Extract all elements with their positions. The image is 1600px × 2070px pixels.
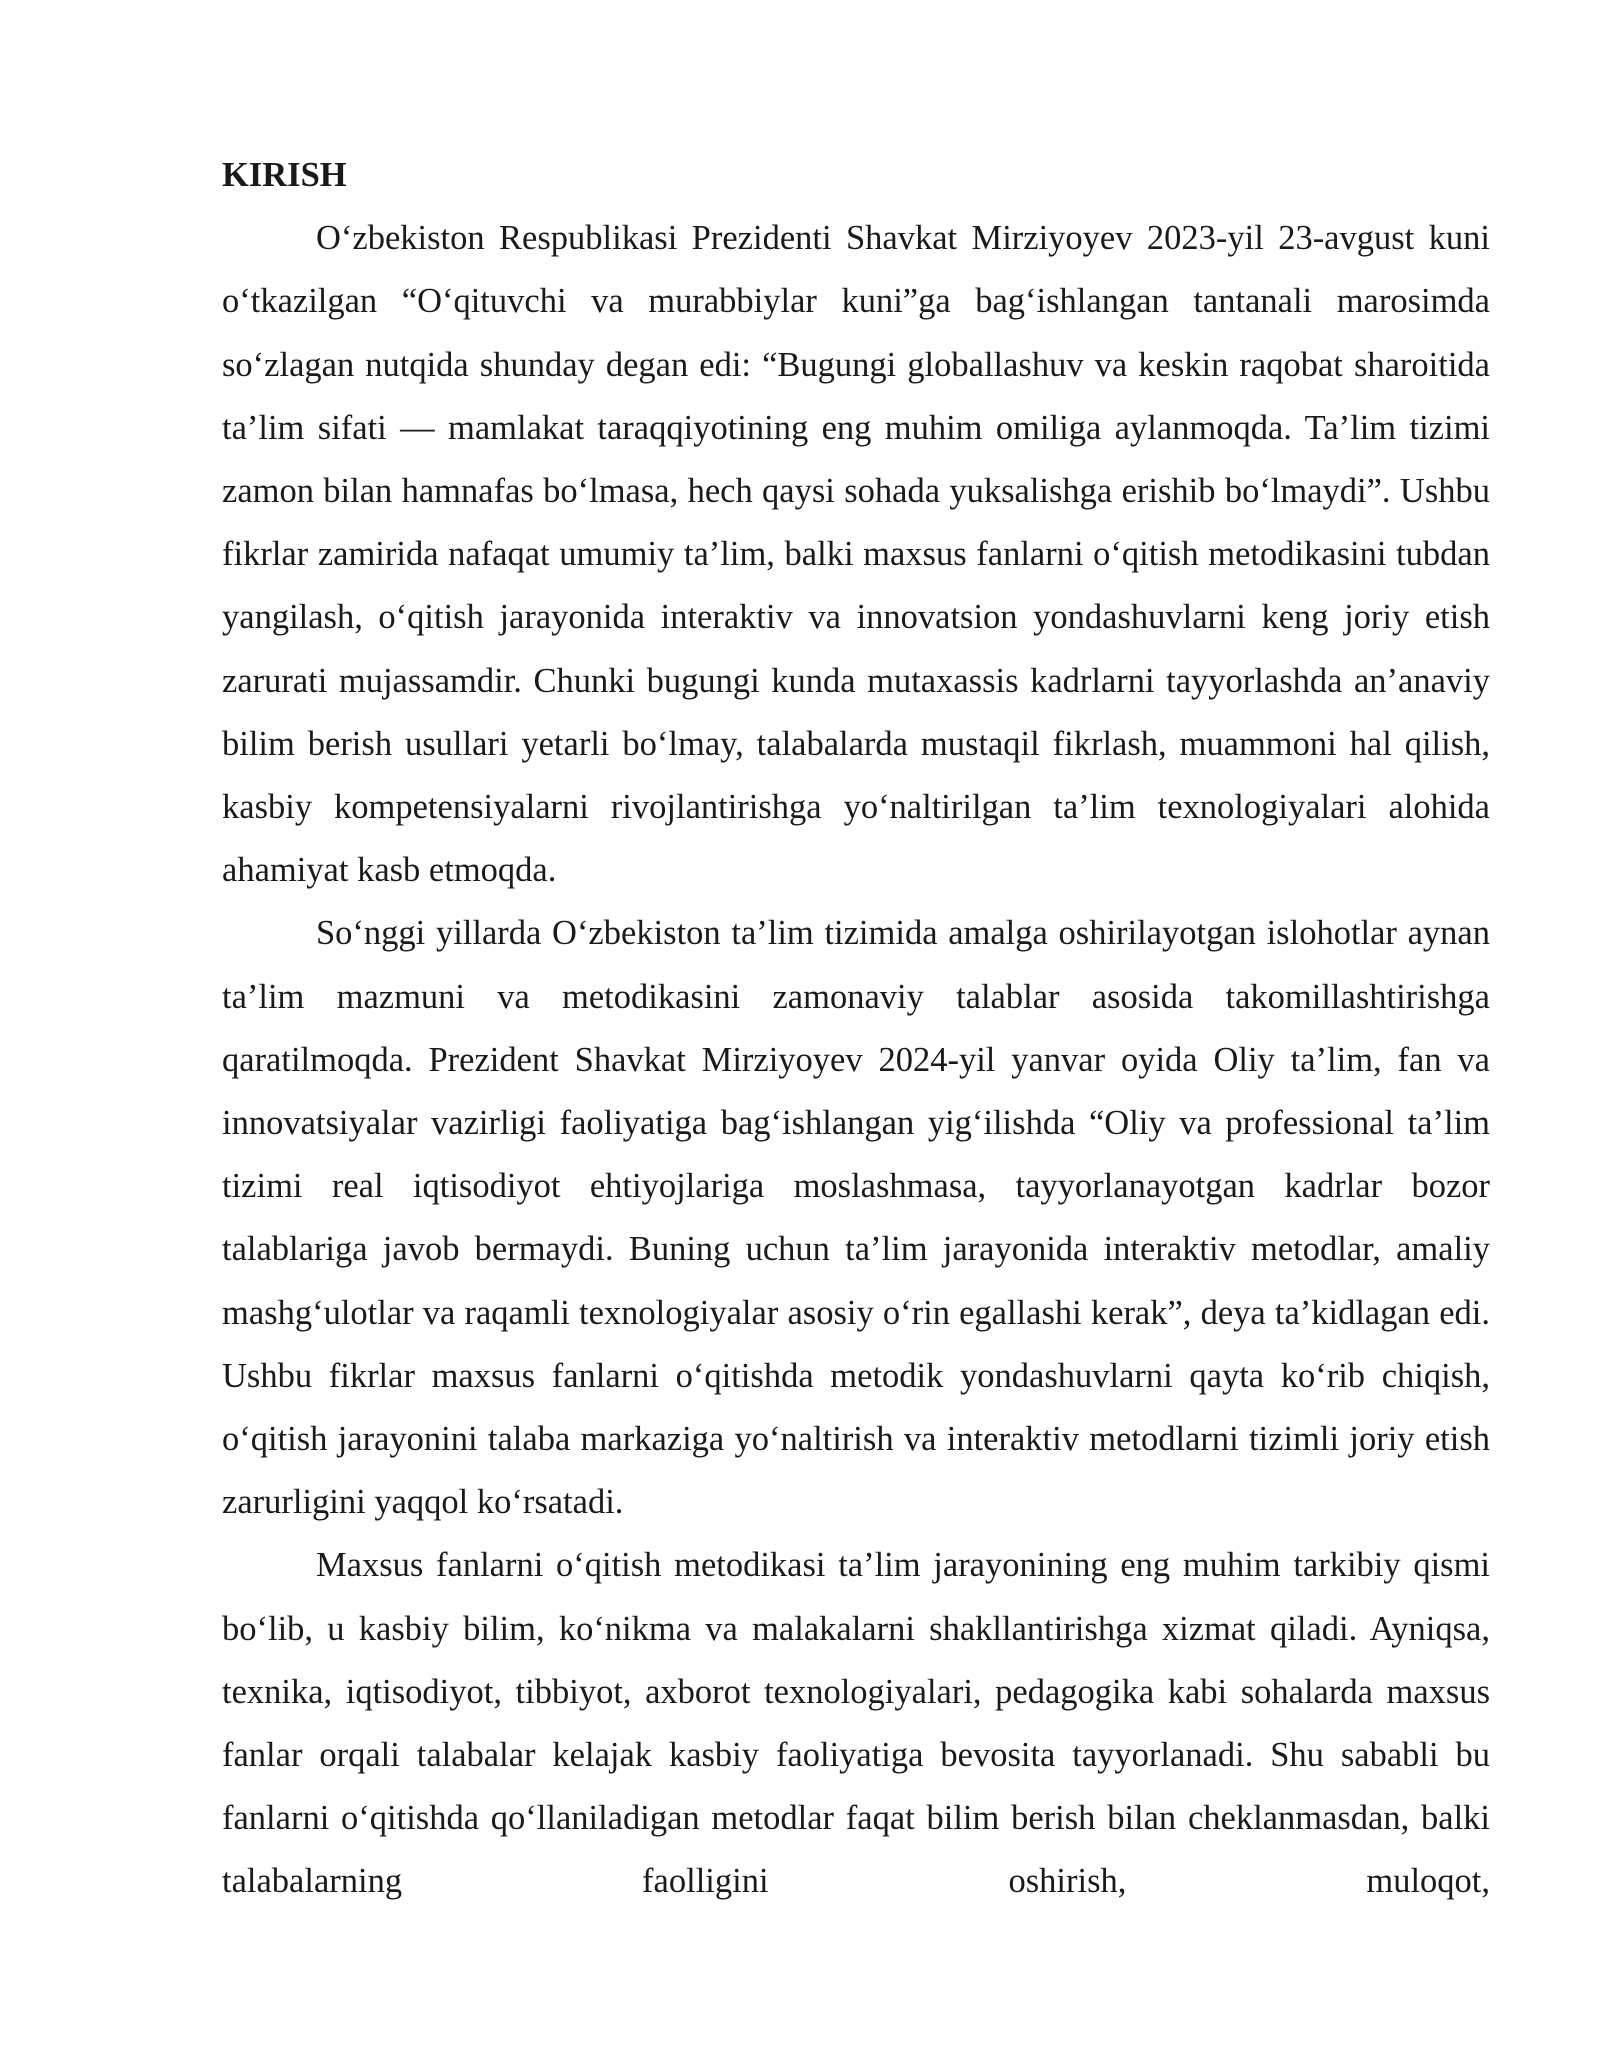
paragraph-3: Maxsus fanlarni o‘qitish metodikasi ta’lim jarayonining eng muhim tarkibiy qismi bo‘lib, u kasbiy bilim, ko‘nikma va malakalarni shakllantirishga xizmat qiladi. Ayniqsa, texnika, iqtisodiyot, tibbiyot, axborot texnologiyalari, pedagogika kabi sohalarda maxsus fanlar orqali talabalar kelajak kasbiy faoliyatiga bevosita tayyorlanadi. Shu sababli bu fanlarni o‘qitishda qo‘llaniladigan metodlar faqat bilim berish bilan cheklanmasdan, balki talabalarning faolligini oshirish, muloqot, <box>222 1546 1490 1901</box>
document-body <box>222 144 1490 1914</box>
section-heading: KIRISH <box>222 156 347 194</box>
paragraph-1: O‘zbekiston Respublikasi Prezidenti Shavkat Mirziyoyev 2023-yil 23-avgust kuni o‘tkazilgan “O‘qituvchi va murabbiylar kuni”ga bag‘ishlangan tantanali marosimda so‘zlagan nutqida shunday degan edi: “Bugungi globallashuv va keskin raqobat sharoitida ta’lim sifati — mamlakat taraqqiyotining eng muhim omiliga aylanmoqda. Ta’lim tizimi zamon bilan hamnafas bo‘lmasa, hech qaysi sohada yuksalishga erishib bo‘lmaydi”. Ushbu fikrlar zamirida nafaqat umumiy ta’lim, balki maxsus fanlarni o‘qitish metodikasini tubdan yangilash, o‘qitish jarayonida interaktiv va innovatsion yondashuvlarni keng joriy etish zarurati mujassamdir. Chunki bugungi kunda mutaxassis kadrlarni tayyorlashda an’anaviy bilim berish usullari yetarli bo‘lmay, talabalarda mustaqil fikrlash, muammoni hal qilish, kasbiy kompetensiyalarni rivojlantirishga yo‘naltirilgan ta’lim texnologiyalari alohida ahamiyat kasb etmoqda. <box>222 219 1490 890</box>
paragraph-2: So‘nggi yillarda O‘zbekiston ta’lim tizimida amalga oshirilayotgan islohotlar aynan ta’lim mazmuni va metodikasini zamonaviy talablar asosida takomillashtirishga qaratilmoqda. Prezident Shavkat Mirziyoyev 2024-yil yanvar oyida Oliy ta’lim, fan va innovatsiyalar vazirligi faoliyatiga bag‘ishlangan yig‘ilishda “Oliy va professional ta’lim tizimi real iqtisodiyot ehtiyojlariga moslashmasa, tayyorlanayotgan kadrlar bozor talablariga javob bermaydi. Buning uchun ta’lim jarayonida interaktiv metodlar, amaliy mashg‘ulotlar va raqamli texnologiyalar asosiy o‘rin egallashi kerak”, deya ta’kidlagan edi. Ushbu fikrlar maxsus fanlarni o‘qitishda metodik yondashuvlarni qayta ko‘rib chiqish, o‘qitish jarayonini talaba markaziga yo‘naltirish va interaktiv metodlarni tizimli joriy etish zarurligini yaqqol ko‘rsatadi. <box>222 914 1490 1522</box>
